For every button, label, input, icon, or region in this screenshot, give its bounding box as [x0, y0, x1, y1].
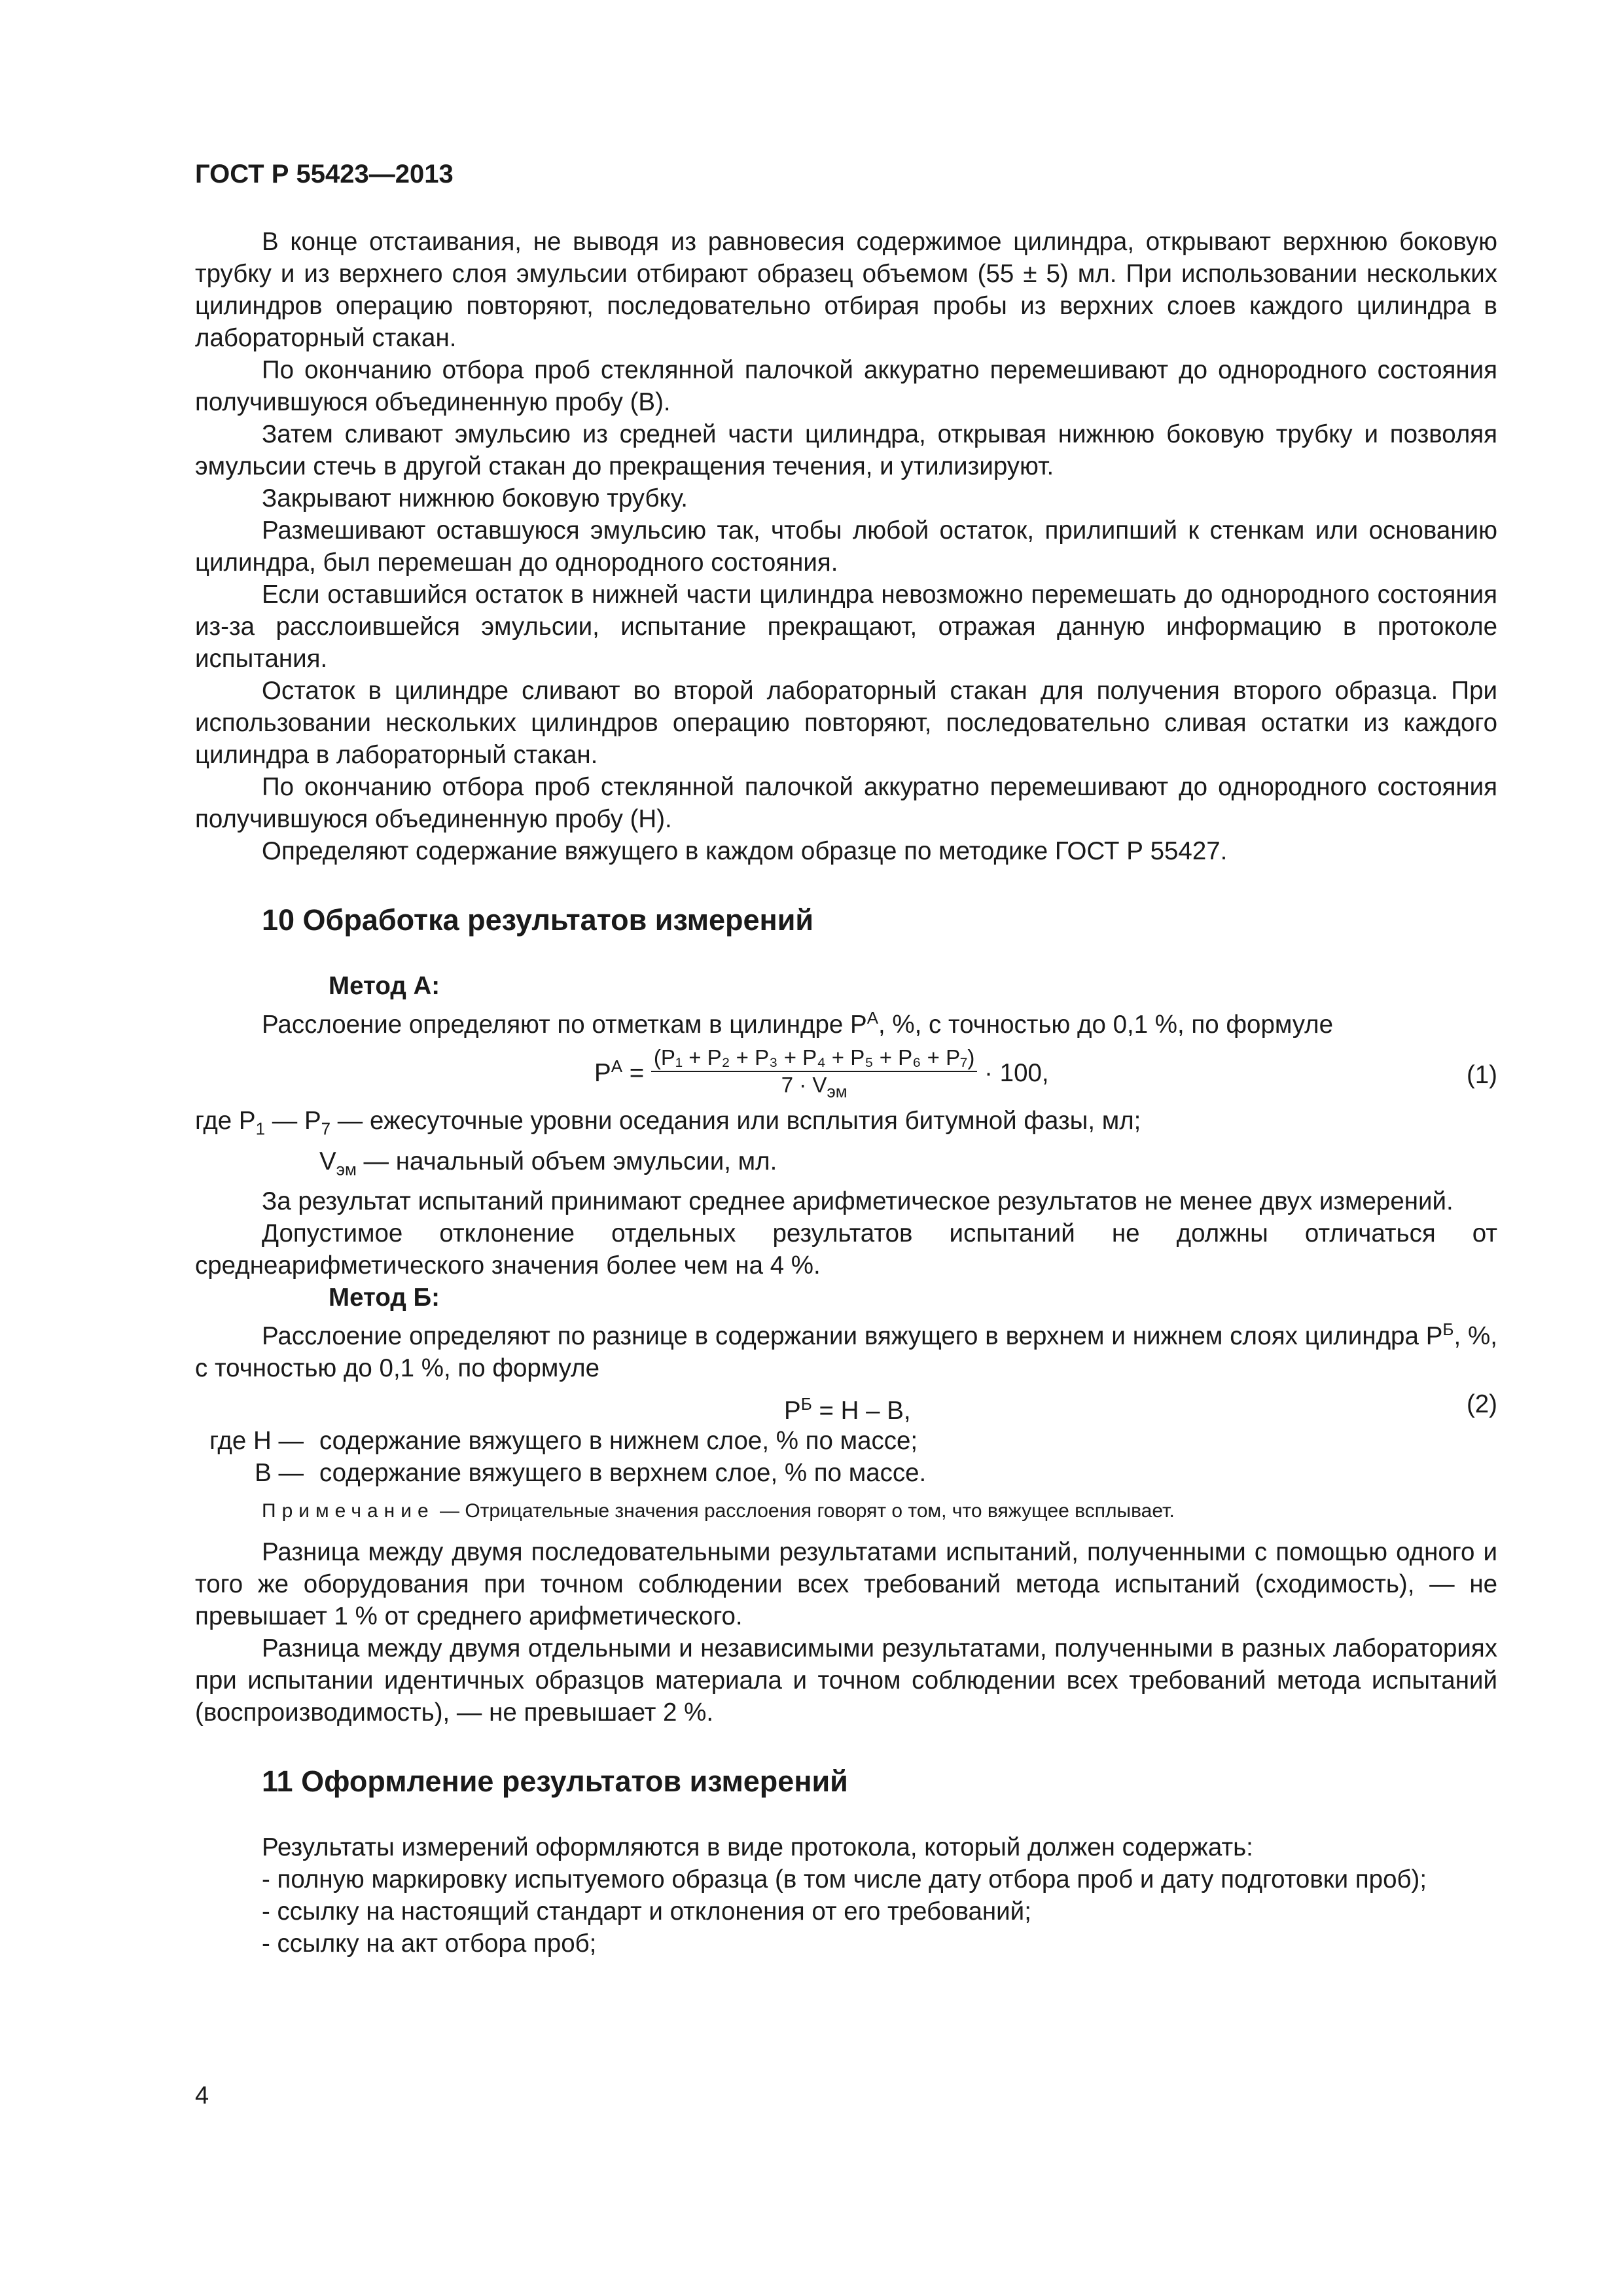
- section-11-heading: 11 Оформление результатов измерений: [262, 1765, 848, 1799]
- note: Примечание — Отрицательные значения расслоения говорят о том, что вяжущее всплывает.: [262, 1500, 1175, 1522]
- where-line: где $Р_1$ — $Р_7$ — ежесуточные уровни оседания или всплытия битумной фазы, мл;: [195, 1106, 1141, 1139]
- paragraph: Размешивают оставшуюся эмульсию так, чтобы любой остаток, прилипший к стенкам или основанию цилиндра, был перемешан до однородного состояния.: [195, 516, 1497, 577]
- formula-2: $Р^Б = Н - В$, (2): [195, 1384, 1497, 1425]
- method-a-label: Метод А:: [329, 972, 440, 1000]
- paragraph: Разница между двумя последовательными результатами испытаний, полученными с помощью одного и того же оборудования при точном соблюдении всех требований метода испытаний (сходимость), — не превышает 1 % от среднего арифметического.: [195, 1538, 1497, 1631]
- where-line: где Н — содержание вяжущего в нижнем слое, % по массе;: [209, 1427, 918, 1456]
- section-10-heading: 10 Обработка результатов измерений: [262, 903, 814, 937]
- paragraph: Если оставшийся остаток в нижней части цилиндра невозможно перемешать до однородного состояния из-за расслоившейся эмульсии, испытание прекращают, отражая данную информацию в протоколе испытания.: [195, 581, 1497, 673]
- paragraph: Результаты измерений оформляются в виде протокола, который должен содержать:: [262, 1833, 1253, 1862]
- paragraph: Затем сливают эмульсию из средней части цилиндра, открывая нижнюю боковую трубку и позволяя эмульсии стечь в другой стакан до прекращения течения, и утилизируют.: [195, 420, 1497, 480]
- formula-number: (2): [1466, 1390, 1497, 1419]
- document-body: [195, 226, 1497, 1960]
- fraction-denominator: $7 \cdot V_{эм}$: [781, 1072, 847, 1102]
- method-b-intro: Расслоение определяют по разнице в содержании вяжущего в верхнем и нижнем слоях цилиндра $Р^Б$, %, с точностью до 0,1 %, по формуле: [195, 1319, 1497, 1383]
- method-a-intro: Расслоение определяют по отметкам в цилиндре $Р^А$, %, с точностью до 0,1 %, по формуле: [262, 1008, 1334, 1039]
- formula-1: $Р^А$ = $\frac{\text{(Р₁ + Р₂ + Р₃ + Р₄ + Р₅ + Р₆ + Р₇)}}{7 \cdot V_{эм}}$ · 100, (1): [195, 1041, 1497, 1105]
- where-line: $V_{эм}$ — начальный объем эмульсии, мл.: [319, 1147, 777, 1179]
- paragraph: Допустимое отклонение отдельных результатов испытаний не должны отличаться от среднеарифметического значения более чем на 4 %.: [195, 1219, 1497, 1280]
- where-line: В — содержание вяжущего в верхнем слое, % по массе.: [255, 1459, 927, 1488]
- formula-number: (1): [1466, 1060, 1497, 1089]
- paragraph: В конце отстаивания, не выводя из равновесия содержимое цилиндра, открывают верхнюю боковую трубку и из верхнего слоя эмульсии отбирают образец объемом (55 ± 5) мл. При использовании нескольких цилиндров операцию повторяют, последовательно отбирая пробы из верхних слоев каждого цилиндра в лабораторный стакан.: [195, 228, 1497, 352]
- list-item: - ссылку на акт отбора проб;: [262, 1929, 597, 1958]
- paragraph: Закрывают нижнюю боковую трубку.: [262, 484, 688, 512]
- paragraph: За результат испытаний принимают среднее арифметическое результатов не менее двух измерений.: [262, 1187, 1454, 1216]
- document-header: ГОСТ Р 55423—2013: [195, 160, 454, 188]
- method-b-label: Метод Б:: [329, 1283, 440, 1312]
- paragraph: Остаток в цилиндре сливают во второй лабораторный стакан для получения второго образца. При использовании нескольких цилиндров операцию повторяют, последовательно сливая остатки из каждого цилиндра в лабораторный стакан.: [195, 677, 1497, 769]
- paragraph: Разница между двумя отдельными и независимыми результатами, полученными в разных лабораториях при испытании идентичных образцов материала и точном соблюдении всех требований метода испытаний (воспроизводимость), — не превышает 2 %.: [195, 1634, 1497, 1727]
- fraction: [651, 1045, 978, 1105]
- paragraph: По окончанию отбора проб стеклянной палочкой аккуратно перемешивают до однородного состояния получившуюся объединенную пробу (В).: [195, 356, 1497, 416]
- page-number: 4: [195, 2082, 209, 2109]
- list-item: - полную маркировку испытуемого образца (в том числе дату отбора проб и дату подготовки проб);: [262, 1865, 1427, 1894]
- paragraph: Определяют содержание вяжущего в каждом образце по методике ГОСТ Р 55427.: [262, 837, 1228, 865]
- list-item: - ссылку на настоящий стандарт и отклонения от его требований;: [262, 1897, 1031, 1926]
- fraction-numerator: (Р₁ + Р₂ + Р₃ + Р₄ + Р₅ + Р₆ + Р₇): [651, 1045, 978, 1072]
- paragraph: По окончанию отбора проб стеклянной палочкой аккуратно перемешивают до однородного состояния получившуюся объединенную пробу (Н).: [195, 773, 1497, 833]
